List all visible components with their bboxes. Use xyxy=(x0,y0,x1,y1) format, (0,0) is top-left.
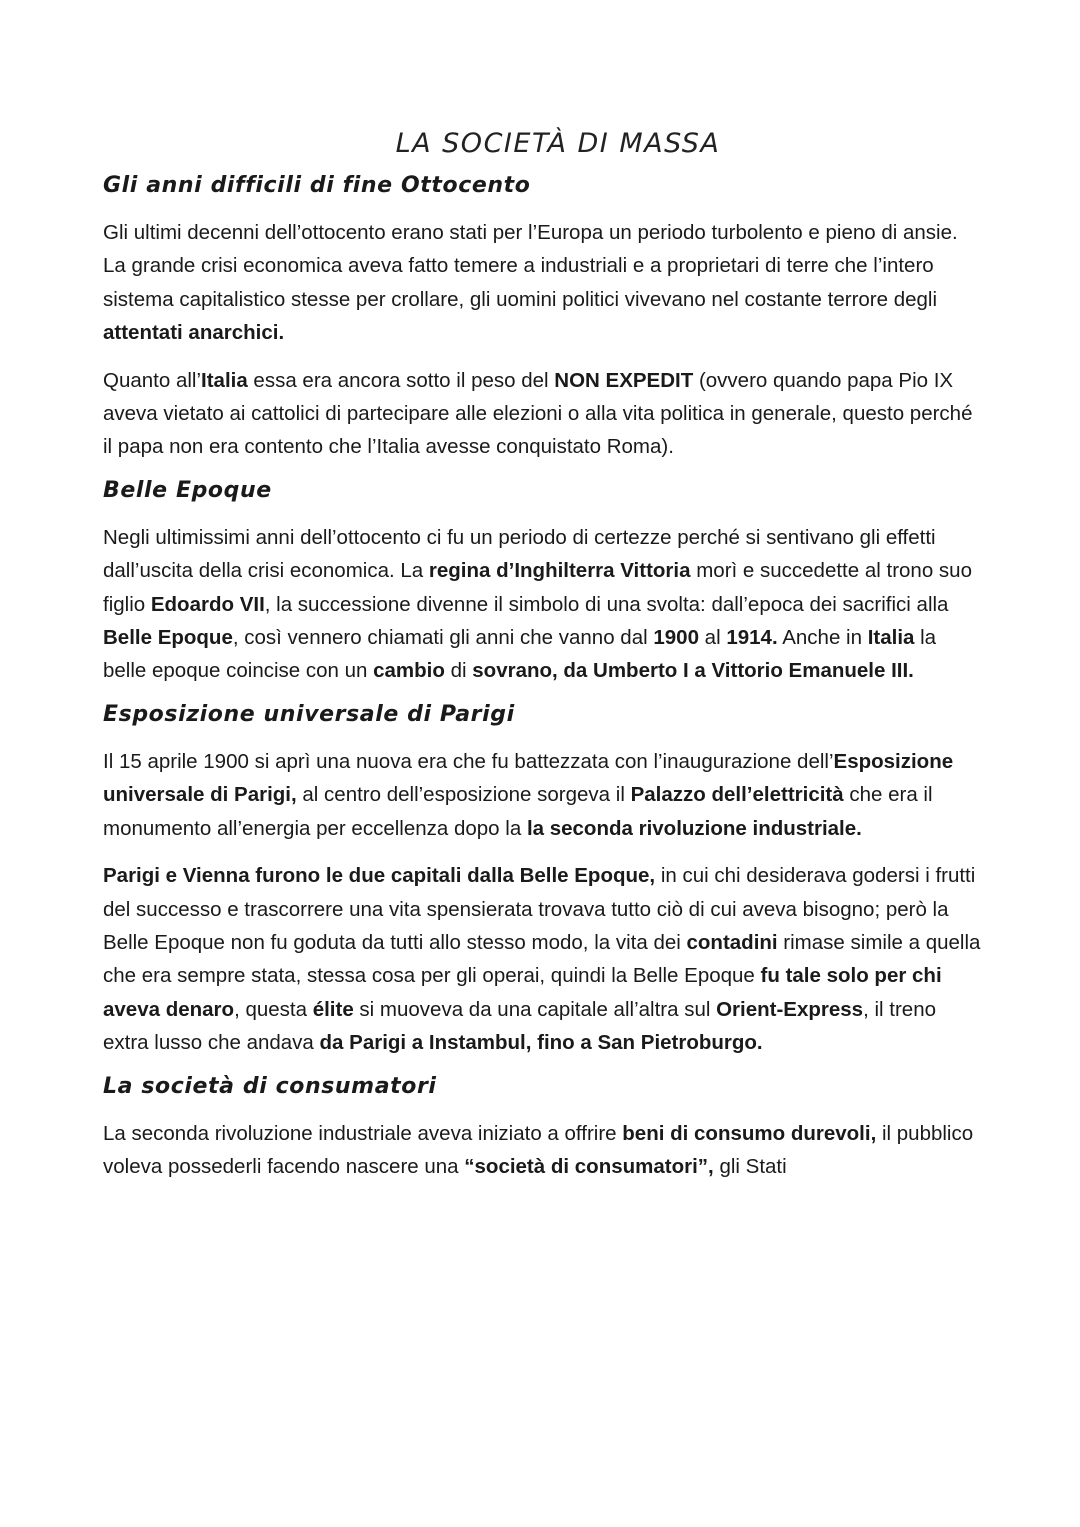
bold-text: Italia xyxy=(201,368,248,392)
bold-text: Italia xyxy=(867,626,915,650)
bold-text: attentati anarchici. xyxy=(103,321,285,345)
paragraph xyxy=(103,521,983,688)
bold-text: Palazzo dell’elettricità xyxy=(630,783,844,807)
text-run: Quanto all’ xyxy=(103,368,202,392)
text-run: La seconda rivoluzione industriale aveva iniziato a offrire xyxy=(103,1121,623,1145)
text-run: Negli ultimissimi anni dell’ottocento ci fu un periodo di certezze perché si sentivano gli effetti dall’uscita della crisi economica. La xyxy=(103,525,936,583)
text-run: rimase simile a quella che era sempre stata, stessa cosa per gli operai, quindi la Belle Epoque xyxy=(103,930,981,988)
bold-text: 1900 xyxy=(653,626,699,650)
bold-text: Parigi e Vienna furono le due capitali dalla Belle Epoque, xyxy=(103,864,656,888)
paragraph xyxy=(103,1117,983,1184)
document-page xyxy=(103,128,983,1197)
text-run: , la successione divenne il simbolo di una svolta: dall’epoca dei sacrifici alla xyxy=(264,592,949,616)
paragraph xyxy=(103,745,983,845)
text-run: al centro dell’esposizione sorgeva il xyxy=(296,783,631,807)
bold-text: beni di consumo durevoli, xyxy=(622,1121,877,1145)
text-run: morì e succedette al trono suo figlio xyxy=(103,559,972,616)
section-heading: La società di consumatori xyxy=(103,1073,437,1099)
bold-text: sovrano, da Umberto I a Vittorio Emanuele III. xyxy=(472,659,914,683)
text-run: , questa xyxy=(234,997,313,1021)
text-run: si muoveva da una capitale all’altra sul xyxy=(353,997,717,1021)
text-run: , il treno extra lusso che andava xyxy=(103,997,937,1055)
text-run: (ovvero quando papa Pio IX aveva vietato ai cattolici di partecipare alle elezioni o alla vita politica in generale, questo perché il papa non era contento che l’Italia avesse conquistato Roma). xyxy=(103,368,973,459)
bold-text: Edoardo VII xyxy=(150,592,265,616)
text-run: di xyxy=(444,659,473,683)
bold-text: fu tale solo per chi aveva denaro xyxy=(103,964,942,1021)
text-run: Il 15 aprile 1900 si aprì una nuova era che fu battezzata con l’inaugurazione dell’ xyxy=(103,749,834,773)
bold-text: cambio xyxy=(373,659,445,683)
text-run: gli Stati xyxy=(713,1154,787,1178)
text-run: la belle epoque coincise con un xyxy=(103,626,937,683)
text-run: che era il monumento all’energia per eccellenza dopo la xyxy=(103,783,933,840)
text-run: il pubblico voleva possederli facendo nascere una xyxy=(103,1121,974,1178)
bold-text: Belle Epoque xyxy=(103,626,233,650)
bold-text: Esposizione universale di Parigi, xyxy=(103,749,954,807)
bold-text: regina d’Inghilterra Vittoria xyxy=(428,559,691,583)
section-heading: Belle Epoque xyxy=(103,477,272,503)
text-run: , così vennero chiamati gli anni che vanno dal xyxy=(232,626,654,650)
text-run: Gli ultimi decenni dell’ottocento erano stati per l’Europa un periodo turbolento e pieno di ansie. La grande crisi economica aveva fatto temere a industriali e a proprietari di terre che l’intero sistema capitalistico stesse per crollare, gli uomini politici vivevano nel costante terrore degli xyxy=(103,221,958,311)
paragraph xyxy=(103,216,983,350)
section-heading: Gli anni difficili di fine Ottocento xyxy=(103,173,531,198)
bold-text: Orient-Express xyxy=(716,997,864,1021)
text-run: Anche in xyxy=(777,626,868,650)
bold-text: NON EXPEDIT xyxy=(554,368,694,392)
paragraph xyxy=(103,859,983,1059)
text-run: in cui chi desiderava godersi i frutti del successo e trascorrere una vita spensierata trovava tutto ciò di cui aveva bisogno; però la Belle Epoque non fu goduta da tutti allo stesso modo, la vita dei xyxy=(103,864,976,954)
bold-text: “società di consumatori”, xyxy=(464,1154,714,1178)
bold-text: la seconda rivoluzione industriale. xyxy=(526,816,862,840)
section-heading: Esposizione universale di Parigi xyxy=(103,701,515,727)
bold-text: contadini xyxy=(686,930,778,954)
document-body xyxy=(103,173,983,1183)
bold-text: 1914. xyxy=(726,626,778,650)
text-run: essa era ancora sotto il peso del xyxy=(247,368,555,392)
document-title: LA SOCIETÀ DI MASSA xyxy=(395,128,721,159)
bold-text: élite xyxy=(312,997,354,1021)
bold-text: da Parigi a Instambul, fino a San Pietroburgo. xyxy=(319,1031,763,1055)
text-run: al xyxy=(698,626,727,650)
paragraph xyxy=(103,364,983,464)
